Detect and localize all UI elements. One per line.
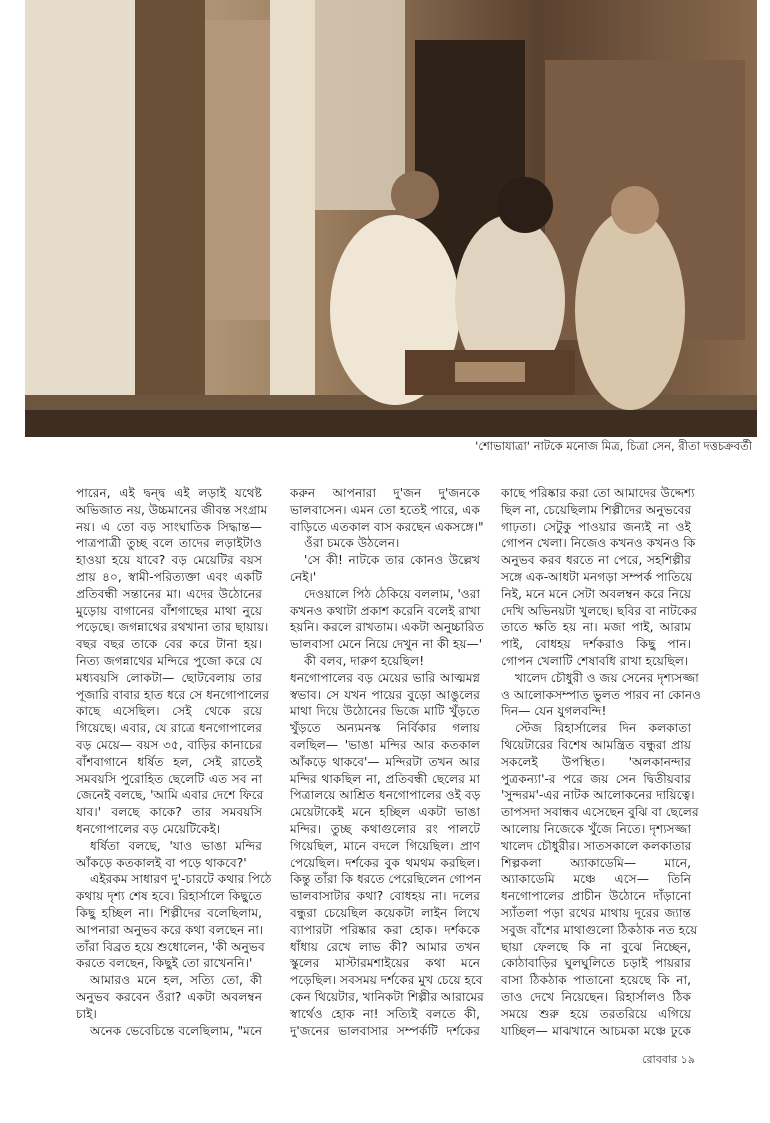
text-line: প্রতিবন্ধী সন্তানের মা। এদের উঠোনের (76, 586, 262, 601)
text-line: ধনগোপালের বড় মেয়ের ভারি আত্মমগ্ন (290, 670, 480, 685)
text-line: কিন্তু তাঁরা কি ধরতে পেরেছিলেন গোপন (290, 872, 482, 887)
text-line: তাঁরা বিব্রত হয়ে শুধোলেন, 'কী অনুভব (76, 939, 265, 954)
text-line: স্বভাব। সে যখন পায়ের বুড়ো আঙুলের (290, 687, 480, 702)
text-line: মেয়েটাকেই মনে হচ্ছিল একটা ভাঙা (290, 805, 480, 820)
text-line: বাসা ঠিকঠাক পাতানো হয়েছে কি না, (501, 973, 691, 988)
text-line: ভালবাসা মেনে নিয়ে দেখুন না কী হয়—' (290, 637, 483, 652)
text-line: থিয়েটারের বিশেষ আমন্ত্রিত বন্ধুরা প্রায় (501, 737, 691, 752)
text-line: স্কুলের মাস্টারমশাইয়ের কথা মনে (290, 956, 480, 971)
text-line: ওঁরা চমকে উঠলেন। (304, 536, 400, 551)
text-line: পেয়েছিল। দর্শকের বুক থমথম করছিল। (290, 855, 480, 870)
text-line: কাছে এসেছিল। সেই থেকে রয়ে (76, 704, 262, 719)
text-line: আমারও মনে হল, সত্যি তো, কী (90, 973, 262, 988)
text-line: গোপন খেলা। নিজেও কখনও কখনও কি (501, 536, 696, 551)
text-line: গাঢ়তা। সেটুকু পাওয়ার জন্যই না ওই (501, 519, 691, 534)
text-line: অনুভব করবেন ওঁরা? একটা অবলম্বন (76, 989, 262, 1004)
text-line: বলছিল— 'ভাঙা মন্দির আর কতকাল (290, 737, 480, 752)
text-line: 'সুন্দরম'-এর নাটক আলোকনের দায়িত্বে। (501, 788, 695, 803)
text-line: গিয়েছে। এবার, যে রাত্রে ধনগোপালের (76, 721, 262, 736)
text-line: আপনারা অনুভব করে কথা বলছেন না। (76, 922, 264, 937)
text-line: স্যাঁতলা পড়া রথের মাথায় দূরের জ্যান্ত (501, 905, 691, 920)
text-line: অনেক ভেবেচিন্তে বলেছিলাম, "মনে (90, 1023, 262, 1038)
text-line: বাঁশবাগানে ধর্ষিত হল, সেই রাতেই (76, 754, 262, 769)
text-line: কিছু হচ্ছিল না। শিল্পীদের বলেছিলাম, (76, 905, 262, 920)
text-line: ভালবাসেন। এমন তো হতেই পারে, এক (290, 502, 480, 517)
article-column-3 (501, 485, 702, 1039)
text-line: করতে বলছেন, কিছুই তো রাখেননি।' (76, 956, 253, 971)
text-line: যাব।' বলছে কাকে? তার সমবয়সি (76, 805, 262, 820)
text-line: ধর্ষিতা বলছে, 'যাও ভাঙা মন্দির (90, 838, 262, 853)
text-line: গোপন খেলাটি শেষাবধি রাখা হয়েছিল। (501, 653, 689, 668)
text-line: স্বার্থেও হোক না! সত্যিই বলতে কী, (290, 1006, 480, 1021)
text-line: দেখি অভিনয়টা খুলছে। ছবির বা নাটকের (501, 603, 697, 618)
text-line: মন্দির থাকছিল না, প্রতিবন্ধী ছেলের মা (290, 771, 480, 786)
text-line: পূজারি বাবার হাত ধরে সে ধনগোপালের (76, 687, 270, 702)
article-column-2 (290, 485, 484, 1039)
text-line: কী বলব, দারুণ হয়েছিল! (304, 653, 425, 668)
text-line: পারেন, এই দ্বন্দ্ব এই লড়াই যথেষ্ট (76, 486, 262, 500)
text-line: খুঁড়তে অন্যমনস্ক নির্বিকার গলায় (290, 721, 480, 736)
text-line: পুত্রকন্যা'-র পরে জয় সেন দ্বিতীয়বার (501, 771, 691, 786)
text-line: অনুভব করব ধরতে না পেরে, সহশিল্পীর (501, 553, 691, 568)
text-line: ভালবাসাটার কথা? বোধহয় না। দলের (290, 889, 480, 904)
text-line: ছায়া ফেলছে কি না বুঝে নিচ্ছেন, (501, 939, 691, 954)
text-line: করুন আপনারা দু'জন দু'জনকে (290, 486, 480, 500)
text-line: হাওয়া হয়ে যাবে? বড় মেয়েটির বয়স (76, 553, 262, 568)
text-line: কোঠাবাড়ির ঘুলঘুলিতে চড়াই পায়রার (501, 956, 691, 971)
text-line: সমবয়সি পুরোহিত ছেলেটি এত সব না (76, 771, 262, 786)
text-line: খালেদ চৌধুরী ও জয় সেনের দৃশ্যসজ্জা (515, 670, 699, 685)
text-line: তাতে ক্ষতি হয় না। মজা পাই, আরাম (501, 620, 691, 635)
text-line: নয়। এ তো বড় সাংঘাতিক সিদ্ধান্ত— (76, 519, 262, 534)
text-line: পড়েছে। জগন্নাথের রথখানা তার ছায়ায়। (76, 620, 269, 635)
text-line: মুড়োয় বাগানের বাঁশগাছের মাথা নুয়ে (76, 603, 262, 618)
text-line: পাত্রপাত্রী তুচ্ছ বলে তাদের লড়াইটাও (76, 536, 262, 551)
text-line: বছর বছর তাকে বের করে টানা হয়। (76, 637, 262, 652)
text-line: ব্যাপারটা পরিষ্কার করা হোক। দর্শককে (290, 922, 480, 937)
text-line: মাথা দিয়ে উঠোনের ভিজে মাটি খুঁড়তে (290, 704, 480, 719)
text-line: গিয়েছিল, মানে বদলে গিয়েছিল। প্রাণ (290, 838, 480, 853)
text-line: সবুজ বাঁশের মাথাগুলো ঠিকঠাক নত হয়ে (501, 922, 698, 937)
text-line: অ্যাকাডেমি মঞ্চে এসে— তিনি (501, 872, 691, 887)
text-line: দেওয়ালে পিঠ ঠেকিয়ে বললাম, 'ওরা (304, 586, 481, 601)
text-line: ও আলোকসম্পাত ভুলত পারব না কোনও (501, 687, 702, 702)
text-line: বন্ধুরা চেয়েছিল কয়েকটা লাইন লিখে (290, 905, 480, 920)
text-line: ধনগোপালের বড় মেয়েটিকেই। (76, 821, 221, 836)
text-line: খালেদ চৌধুরীর। সাতসকালে কলকাতার (501, 838, 692, 853)
text-line: চাই। (76, 1006, 97, 1021)
text-line: আঁকড়ে কতকালই বা পড়ে থাকবে?' (76, 855, 247, 870)
text-line: ধাঁধায় রেখে লাভ কী? আমার তখন (290, 939, 480, 954)
text-line: কখনও কথাটা প্রকাশ করেনি বলেই রাখা (290, 603, 481, 618)
text-line: 'সে কী! নাটকে তার কোনও উল্লেখ (304, 553, 480, 568)
text-line: তাপসদা সবান্ধব এসেছেন বুঝি বা ছেলের (501, 805, 699, 820)
text-line: শিল্পকলা অ্যাকাডেমি— মানে, (501, 855, 691, 870)
article-column-1 (76, 485, 272, 1039)
text-line: কেন থিয়েটার, খানিকটা শিল্পীর আরামের (290, 989, 484, 1004)
photo-caption: 'শোভাযাত্রা' নাটকে মনোজ মিত্র, চিত্রা সেন, রীতা দত্তচক্রবর্তী (475, 439, 752, 453)
text-line: পিত্রালয়ে আশ্রিত ধনগোপালের ওই বড় (290, 788, 481, 803)
text-line: এইরকম সাধারণ দু'-চারটে কথার পিঠে (90, 872, 272, 887)
text-line: স্টেজ রিহার্সালের দিন কলকাতা (515, 721, 691, 736)
text-line: কথায় দৃশ্য শেষ হবে। রিহার্সালে কিছুতে (76, 889, 262, 904)
text-line: মন্দির। তুচ্ছ কথাগুলোর রং পালটে (290, 821, 480, 836)
text-line: পড়েছিল। সবসময় দর্শকের মুখ চেয়ে হবে (290, 973, 483, 988)
text-line: আঁকড়ে থাকবে'— মন্দিরটা তখন আর (290, 754, 480, 769)
text-line: দিন— যেন যুগলবন্দি! (501, 704, 607, 719)
text-line: জেনেই বলছে, 'আমি এবার দেশে ফিরে (76, 788, 264, 803)
text-line: নিত্য জগন্নাথের মন্দিরে পুজো করে যে (76, 653, 262, 668)
text-line: হয়নি। করলে রাখতাম। একটা অনুচ্চারিত (290, 620, 484, 635)
text-line: তাও দেখে নিয়েছেন। রিহার্সালও ঠিক (501, 989, 691, 1004)
text-line: অভিজাত নয়, উচ্চমানের জীবন্ত সংগ্রাম (76, 502, 268, 517)
text-line: পাই, বোধহয় দর্শকরাও কিছু পান। (501, 637, 691, 652)
text-line: ধনগোপালের প্রাচীন উঠোনে দাঁড়ানো (501, 889, 691, 904)
text-line: দু'জনের ভালবাসার সম্পর্কটি দর্শকের (290, 1023, 480, 1038)
text-line: বড় মেয়ে— বয়স ৩৫, বাড়ির কানাচের (76, 737, 262, 752)
text-line: কাছে পরিষ্কার করা তো আমাদের উদ্দেশ্য (501, 486, 695, 500)
text-line: আলোয় নিজেকে খুঁজে নিতে। দৃশ্যসজ্জা (501, 821, 691, 836)
stage-photo (25, 0, 757, 437)
text-line: মধ্যবয়সি লোকটা— ছোটবেলায় তার (76, 670, 262, 685)
text-line: সময়ে শুরু হয়ে তরতরিয়ে এগিয়ে (501, 1006, 691, 1021)
text-line: নিই, মনে মনে সেটা অবলম্বন করে নিয়ে (501, 586, 691, 601)
text-line: যাচ্ছিল— মাঝখানে আচমকা মঞ্চে ঢুকে (501, 1023, 691, 1038)
page-footer: রোববার ১৯ (642, 1053, 695, 1066)
text-line: বাড়িতে এতকাল বাস করছেন একসঙ্গে।" (290, 519, 484, 534)
text-line: প্রায় ৪০, স্বামী-পরিত্যক্তা এবং একটি (76, 569, 262, 584)
text-line: নেই।' (290, 569, 317, 584)
text-line: ছিল না, চেয়েছিলাম শিল্পীদের অনুভবের (501, 502, 692, 517)
text-line: সঙ্গে এক-আধটা মনগড়া সম্পর্ক পাতিয়ে (501, 569, 693, 584)
text-line: সকলেই উপস্থিত। 'অলকানন্দার (501, 754, 691, 769)
